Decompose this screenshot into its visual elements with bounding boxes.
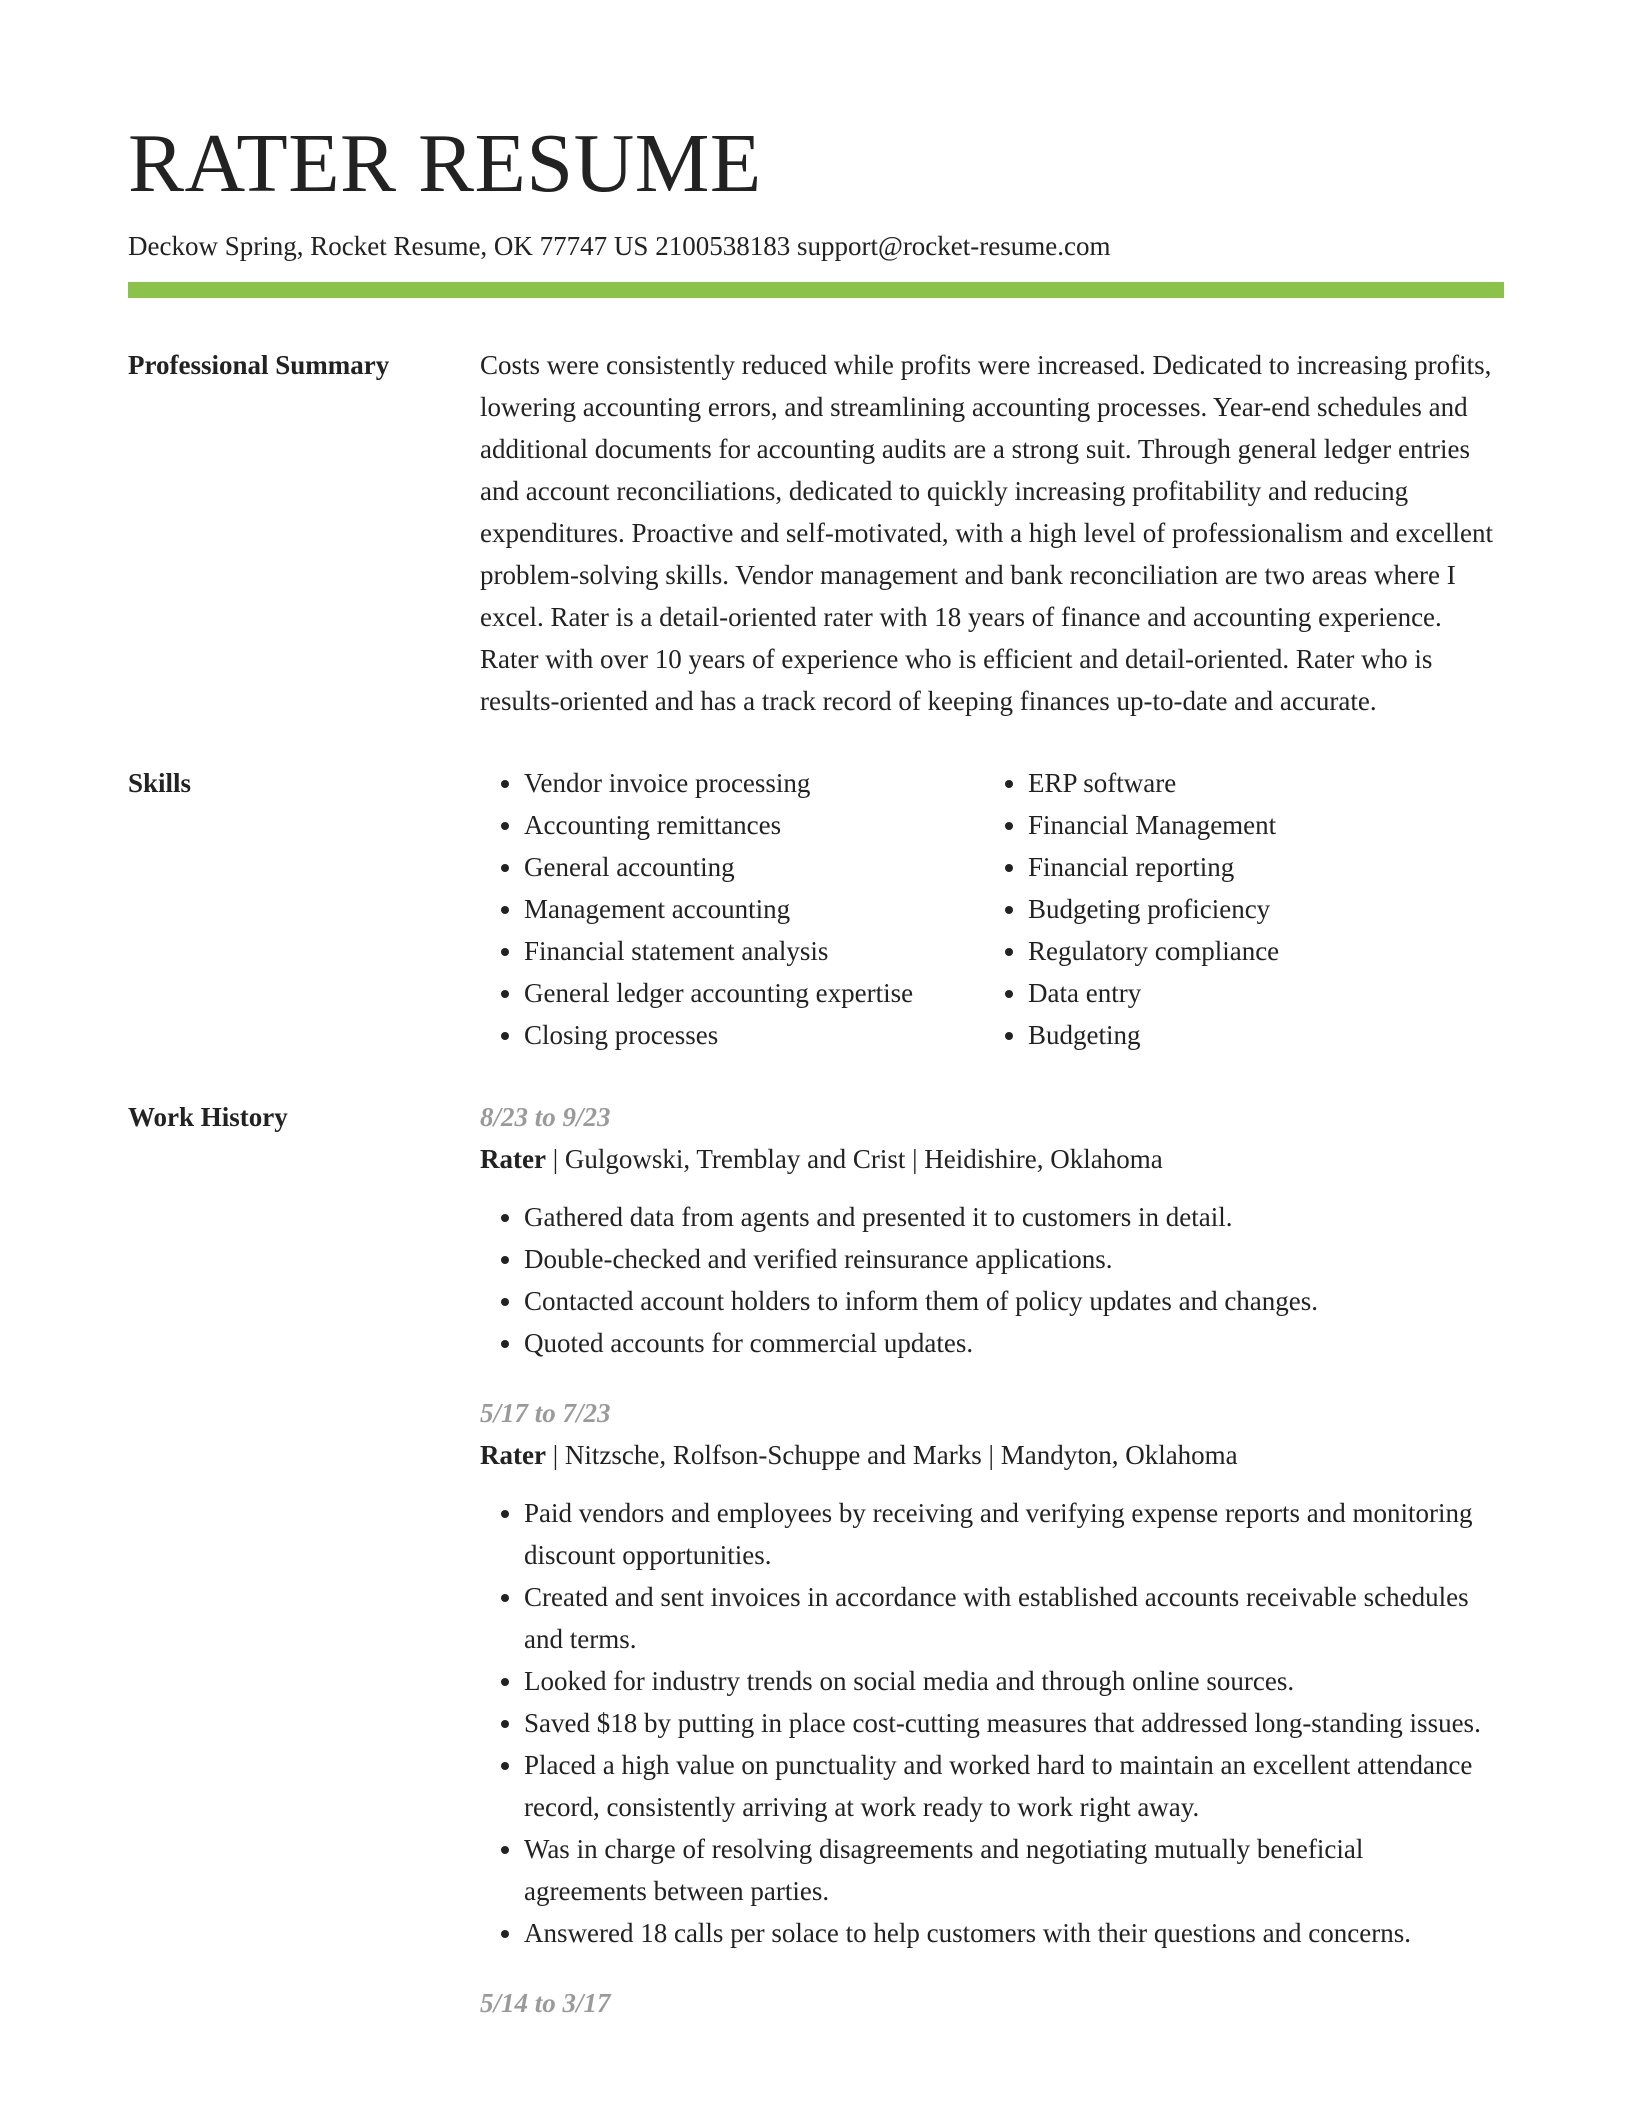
job-bullet: • Contacted account holders to inform them of policy updates and changes. [524, 1280, 1504, 1322]
skill-item: • Accounting remittances [524, 804, 984, 846]
skill-item: • Financial reporting [1028, 846, 1279, 888]
job-heading [480, 1434, 1504, 1476]
skill-item: • Budgeting [1028, 1014, 1279, 1056]
job-entry [480, 1096, 1504, 1364]
job-bullet: • Double-checked and verified reinsurance applications. [524, 1238, 1504, 1280]
job-entry [480, 1392, 1504, 1954]
skills-body [480, 762, 1504, 1056]
job-bullet: • Placed a high value on punctuality and worked hard to maintain an excellent attendance record, consistently arriving at work ready to work right away. [524, 1744, 1504, 1828]
job-bullets [480, 1492, 1504, 1954]
job-bullet: • Looked for industry trends on social media and through online sources. [524, 1660, 1504, 1702]
job-bullet: • Answered 18 calls per solace to help customers with their questions and concerns. [524, 1912, 1504, 1954]
job-entry [480, 1982, 1504, 2024]
job-bullet: • Quoted accounts for commercial updates. [524, 1322, 1504, 1364]
skill-item: • Closing processes [524, 1014, 984, 1056]
job-title: Rater [480, 1440, 546, 1471]
skills-section [128, 762, 1504, 1056]
work-history-section [128, 1096, 1504, 2052]
job-bullet: • Gathered data from agents and presented it to customers in detail. [524, 1196, 1504, 1238]
work-body [480, 1096, 1504, 2052]
accent-divider [128, 282, 1504, 298]
skill-item: • ERP software [1028, 762, 1279, 804]
job-bullets [480, 1196, 1504, 1364]
skill-item: • Data entry [1028, 972, 1279, 1014]
job-bullet: • Created and sent invoices in accordance with established accounts receivable schedules and terms. [524, 1576, 1504, 1660]
skill-item: • Budgeting proficiency [1028, 888, 1279, 930]
skill-item: • Financial statement analysis [524, 930, 984, 972]
job-bullet: • Paid vendors and employees by receiving and verifying expense reports and monitoring discount opportunities. [524, 1492, 1504, 1576]
job-dates: 5/14 to 3/17 [480, 1988, 611, 2019]
job-employer-location: | Gulgowski, Tremblay and Crist | Heidishire, Oklahoma [545, 1144, 1163, 1175]
skill-item: • Financial Management [1028, 804, 1279, 846]
section-label-skills: Skills [128, 768, 192, 799]
job-title: Rater [480, 1144, 546, 1175]
professional-summary-section [128, 344, 1504, 722]
section-label-work: Work History [128, 1102, 288, 1133]
summary-text: Costs were consistently reduced while profits were increased. Dedicated to increasing profits, lowering accounting errors, and streamlining accounting processes. Year-end schedules and additional documents for accounting audits are a strong suit. Through general ledger entries and account reconciliations, dedicated to quickly increasing profitability and reducing expenditures. Proactive and self-motivated, with a high level of professionalism and excellent problem-solving skills. Vendor management and bank reconciliation are two areas where I excel. Rater is a detail-oriented rater with 18 years of finance and accounting experience. Rater with over 10 years of experience who is efficient and detail-oriented. Rater who is results-oriented and has a track record of keeping finances up-to-date and accurate. [480, 350, 1493, 717]
skill-item: • Vendor invoice processing [524, 762, 984, 804]
skills-list-right [984, 762, 1279, 1056]
job-dates: 5/17 to 7/23 [480, 1398, 611, 1429]
skill-item: • Regulatory compliance [1028, 930, 1279, 972]
summary-body [480, 344, 1504, 722]
skill-item: • Management accounting [524, 888, 984, 930]
job-employer-location: | Nitzsche, Rolfson-Schuppe and Marks | Mandyton, Oklahoma [545, 1440, 1238, 1471]
skill-item: • General accounting [524, 846, 984, 888]
resume-title: RATER RESUME [128, 117, 762, 210]
job-bullet: • Was in charge of resolving disagreements and negotiating mutually beneficial agreements between parties. [524, 1828, 1504, 1912]
job-dates: 8/23 to 9/23 [480, 1102, 611, 1133]
contact-line: Deckow Spring, Rocket Resume, OK 77747 US 2100538183 support@rocket-resume.com [128, 231, 1111, 261]
resume-page [128, 0, 1504, 2052]
skills-list-left [480, 762, 984, 1056]
job-bullet: • Saved $18 by putting in place cost-cutting measures that addressed long-standing issues. [524, 1702, 1504, 1744]
skill-item: • General ledger accounting expertise [524, 972, 984, 1014]
job-heading [480, 1138, 1504, 1180]
section-label-summary: Professional Summary [128, 350, 390, 381]
